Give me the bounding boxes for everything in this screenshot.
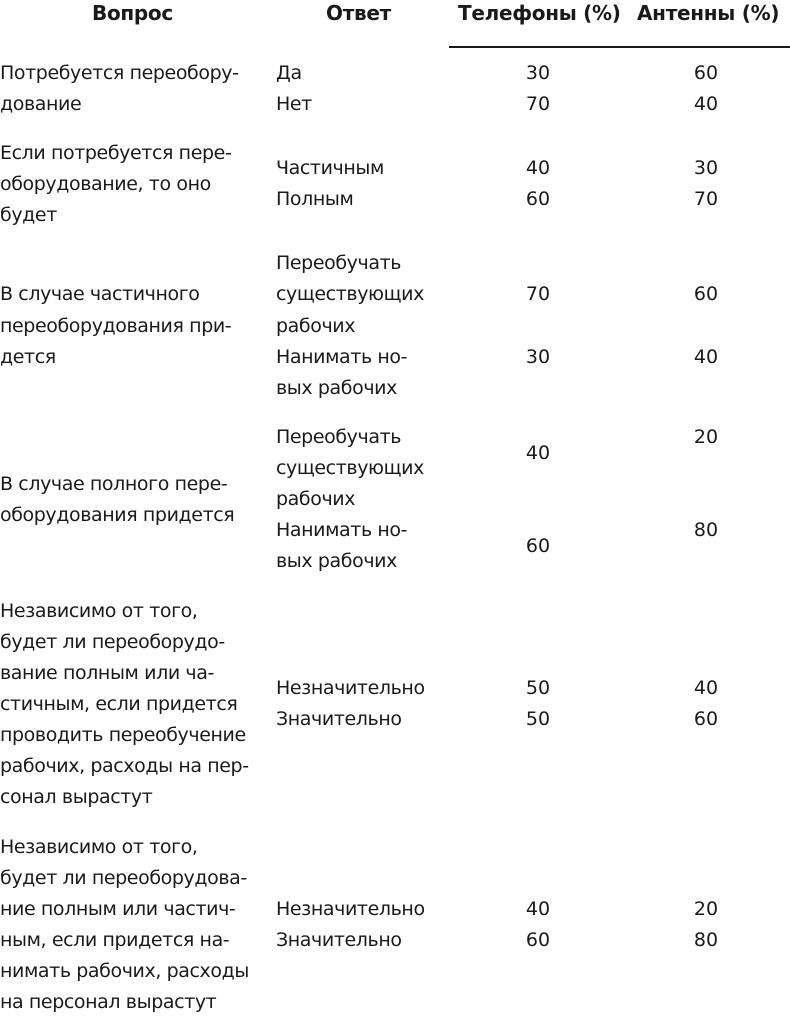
question-line: дование xyxy=(0,93,82,115)
antennas-value: 80 xyxy=(693,519,719,541)
antennas-value: 60 xyxy=(693,708,719,730)
question-line: Независимо от того, xyxy=(0,836,198,858)
answer-line: существующих xyxy=(276,283,424,305)
antennas-value: 60 xyxy=(693,283,719,305)
phones-value: 30 xyxy=(525,62,551,84)
answer-line: Нанимать но- xyxy=(276,519,408,541)
question-line: оборудования придется xyxy=(0,504,235,526)
antennas-value: 70 xyxy=(693,188,719,210)
phones-value: 70 xyxy=(525,93,551,115)
answer-line: рабочих xyxy=(276,315,356,337)
answer-line: вых рабочих xyxy=(276,377,397,399)
question-line: будет xyxy=(0,204,57,226)
question-line: В случае частичного xyxy=(0,283,200,305)
phones-value: 50 xyxy=(525,708,551,730)
question-line: сонал вырастут xyxy=(0,786,153,808)
phones-value: 40 xyxy=(525,157,551,179)
header-antennas: Антенны (%) xyxy=(637,1,780,25)
answer-line: Да xyxy=(276,62,302,84)
question-line: ным, если придется на- xyxy=(0,929,230,951)
antennas-value: 40 xyxy=(693,93,719,115)
question-line: вание полным или ча- xyxy=(0,662,214,684)
phones-value: 70 xyxy=(525,283,551,305)
question-line: будет ли переоборудова- xyxy=(0,867,247,889)
question-line: оборудование, то оно xyxy=(0,173,211,195)
answer-line: существующих xyxy=(276,457,424,479)
header-answer: Ответ xyxy=(326,1,391,25)
phones-value: 40 xyxy=(525,442,551,464)
question-line: ние полным или частич- xyxy=(0,898,236,920)
question-line: переоборудования при- xyxy=(0,315,232,337)
question-line: рабочих, расходы на пер- xyxy=(0,755,249,777)
question-line: на персонал вырастут xyxy=(0,991,217,1013)
question-line: стичным, если придется xyxy=(0,693,238,715)
phones-value: 30 xyxy=(525,346,551,368)
antennas-value: 20 xyxy=(693,426,719,448)
answer-line: рабочих xyxy=(276,488,356,510)
antennas-value: 30 xyxy=(693,157,719,179)
answer-line: вых рабочих xyxy=(276,550,397,572)
answer-line: Нанимать но- xyxy=(276,346,408,368)
phones-value: 50 xyxy=(525,677,551,699)
antennas-value: 20 xyxy=(693,898,719,920)
question-line: нимать рабочих, расходы xyxy=(0,960,249,982)
header-question: Вопрос xyxy=(92,1,173,25)
answer-line: Значительно xyxy=(276,929,402,951)
question-line: будет ли переоборудо- xyxy=(0,631,225,653)
antennas-value: 60 xyxy=(693,62,719,84)
phones-value: 60 xyxy=(525,535,551,557)
answer-line: Переобучать xyxy=(276,426,402,448)
answer-line: Частичным xyxy=(276,157,384,179)
antennas-value: 40 xyxy=(693,677,719,699)
question-line: В случае полного пере- xyxy=(0,473,228,495)
answer-line: Переобучать xyxy=(276,252,402,274)
phones-value: 40 xyxy=(525,898,551,920)
question-line: Если потребуется пере- xyxy=(0,142,232,164)
header-phones: Телефоны (%) xyxy=(458,1,621,25)
question-line: Потребуется переобору- xyxy=(0,62,239,84)
question-line: проводить переобучение xyxy=(0,724,246,746)
answer-line: Нет xyxy=(276,93,312,115)
header-rule xyxy=(449,46,790,48)
answer-line: Значительно xyxy=(276,708,402,730)
question-line: дется xyxy=(0,346,56,368)
answer-line: Незначительно xyxy=(276,677,425,699)
question-line: Независимо от того, xyxy=(0,600,198,622)
phones-value: 60 xyxy=(525,929,551,951)
answer-line: Полным xyxy=(276,188,354,210)
antennas-value: 40 xyxy=(693,346,719,368)
antennas-value: 80 xyxy=(693,929,719,951)
phones-value: 60 xyxy=(525,188,551,210)
answer-line: Незначительно xyxy=(276,898,425,920)
